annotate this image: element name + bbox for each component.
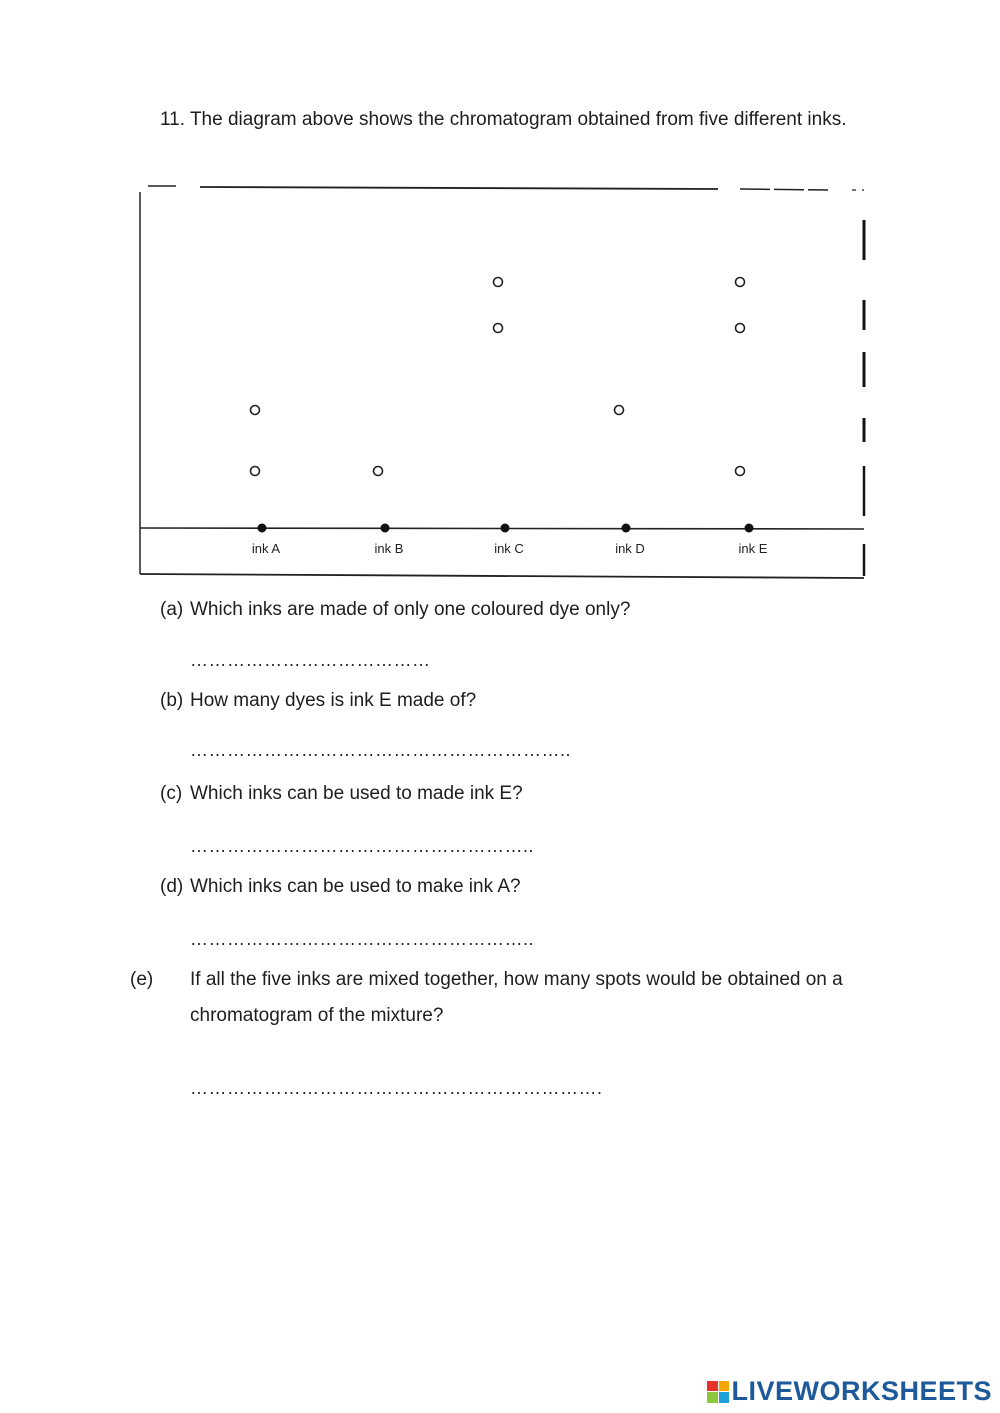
dye-spot xyxy=(736,278,745,287)
part-question-text: Which inks can be used to made ink E? xyxy=(190,783,523,804)
origin-spot-ink-d xyxy=(622,524,631,533)
part-question-text: Which inks are made of only one coloured dye only? xyxy=(190,599,631,620)
liveworksheets-logo xyxy=(707,1376,992,1407)
liveworksheets-logo-icon xyxy=(707,1381,729,1403)
dye-spot xyxy=(736,467,745,476)
dye-spot xyxy=(736,324,745,333)
lane-label: ink A xyxy=(251,541,281,556)
question-part-c xyxy=(160,776,523,812)
part-label: (d) xyxy=(160,876,184,897)
answer-line-e[interactable]: …………………………………………………………. xyxy=(190,1078,603,1098)
answer-line-c[interactable]: ……………………………………………….. xyxy=(190,836,535,856)
dye-spot xyxy=(494,324,503,333)
lane-label: ink B xyxy=(374,541,404,556)
paper-frame xyxy=(140,186,864,578)
question-part-d xyxy=(160,869,521,905)
dye-spot xyxy=(251,406,260,415)
dye-spot xyxy=(251,467,260,476)
question-intro-text: The diagram above shows the chromatogram obtained from five different inks. xyxy=(189,109,847,130)
question-part-e xyxy=(130,962,902,1034)
dye-spot xyxy=(494,278,503,287)
lane-label: ink D xyxy=(615,541,645,556)
part-question-text: How many dyes is ink E made of? xyxy=(190,690,477,711)
origin-spot-ink-e xyxy=(745,524,754,533)
chromatogram-figure xyxy=(136,182,868,582)
part-question-text: If all the five inks are mixed together, how many spots would be obtained on a chromatogram of the mixture? xyxy=(190,969,843,1026)
answer-line-b[interactable]: …………………………………………………….. xyxy=(190,740,572,760)
question-intro xyxy=(160,102,860,138)
part-label: (e) xyxy=(130,969,154,990)
chromatogram-diagram xyxy=(136,182,868,582)
question-part-b xyxy=(160,683,476,719)
part-label: (c) xyxy=(160,783,183,804)
answer-line-d[interactable]: ……………………………………………….. xyxy=(190,929,535,949)
dye-spot xyxy=(374,467,383,476)
origin-spot-ink-b xyxy=(381,524,390,533)
liveworksheets-logo-text: LIVEWORKSHEETS xyxy=(731,1376,992,1406)
dye-spot xyxy=(615,406,624,415)
origin-spot-ink-c xyxy=(501,524,510,533)
part-question-text: Which inks can be used to make ink A? xyxy=(190,876,521,897)
answer-line-a[interactable]: ………………………………… xyxy=(190,650,431,670)
lane-label: ink C xyxy=(494,541,524,556)
question-number: 11. xyxy=(160,109,186,130)
part-label: (a) xyxy=(160,599,184,620)
question-part-a xyxy=(160,592,630,628)
origin-spot-ink-a xyxy=(258,524,267,533)
lane-label: ink E xyxy=(738,541,768,556)
part-label: (b) xyxy=(160,690,184,711)
